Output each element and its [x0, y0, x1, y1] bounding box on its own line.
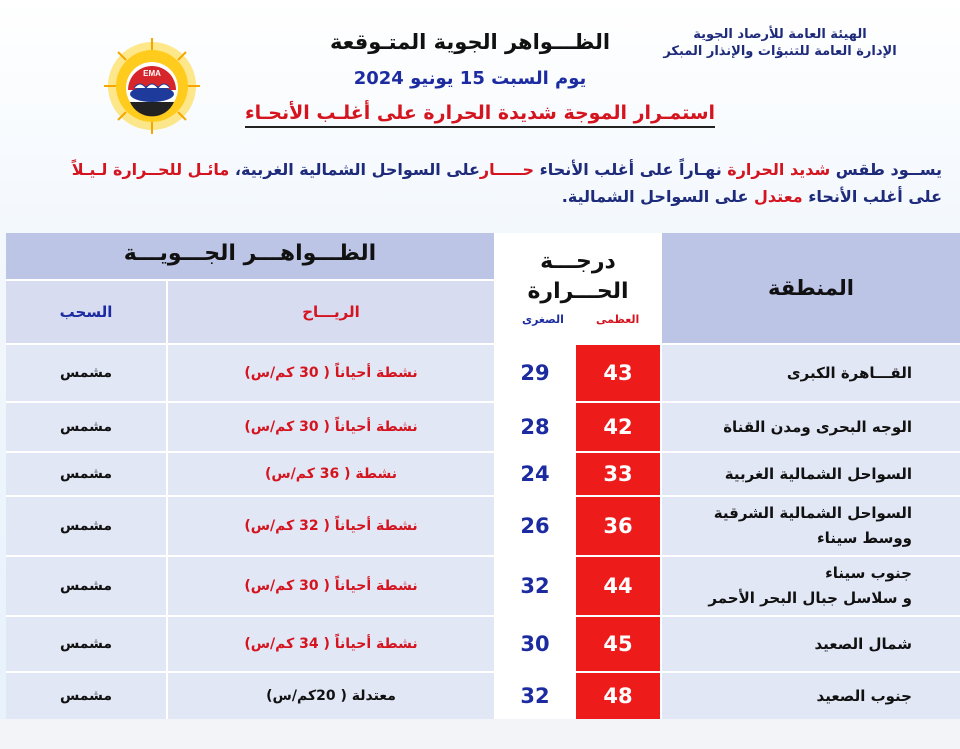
max-temp-cell: 44 — [576, 557, 660, 615]
min-temp-cell: 24 — [496, 453, 574, 495]
region-cell — [662, 403, 960, 451]
wind-cell: نشطة أحياناً ( 32 كم/س) — [168, 497, 494, 555]
page-title: الظـــواهر الجوية المتـوقعة — [329, 30, 611, 54]
subtitle-text: استمـرار الموجة شديدة الحرارة على أغلـب الأنحـاء — [245, 102, 715, 128]
forecast-subtitle — [230, 102, 730, 124]
ema-logo — [104, 38, 200, 134]
desc-highlight-2: حـــــار — [479, 160, 535, 179]
region-name: جنوب الصعيد — [816, 686, 912, 705]
desc-highlight-1: شديد الحرارة — [727, 160, 831, 179]
clouds-header: السحب — [6, 281, 166, 343]
wind-cell: نشطة أحياناً ( 34 كم/س) — [168, 617, 494, 671]
region-name: جنوب سيناء — [825, 564, 912, 582]
region-cell — [662, 557, 960, 615]
temperature-header-line-2: الحـــرارة — [527, 279, 629, 304]
desc-highlight-4: معتدل — [754, 187, 803, 206]
desc-part-4: على أغلب الأنحاء — [802, 187, 942, 206]
wind-cell: نشطة أحياناً ( 30 كم/س) — [168, 403, 494, 451]
region-name: السواحل الشمالية الشرقية — [713, 504, 912, 522]
wind-cell: نشطة أحياناً ( 30 كم/س) — [168, 557, 494, 615]
desc-part-5: على السواحل الشمالية. — [561, 187, 755, 206]
min-temp-cell: 28 — [496, 403, 574, 451]
table-row — [6, 497, 960, 555]
wind-cell: نشطة أحياناً ( 30 كم/س) — [168, 345, 494, 401]
clouds-cell: مشمس — [6, 453, 166, 495]
region-cell — [662, 617, 960, 671]
region-cell — [662, 345, 960, 401]
region-name-line-2: ووسط سيناء — [817, 529, 912, 547]
wind-cell: نشطة ( 36 كم/س) — [168, 453, 494, 495]
region-cell — [662, 453, 960, 495]
table-row — [6, 453, 960, 495]
max-temp-cell: 45 — [576, 617, 660, 671]
region-cell — [662, 497, 960, 555]
max-temp-cell: 36 — [576, 497, 660, 555]
region-cell — [662, 673, 960, 719]
temperature-header-title — [496, 247, 660, 307]
max-temp-cell: 48 — [576, 673, 660, 719]
region-name: شمال الصعيد — [814, 634, 912, 653]
min-temp-cell: 29 — [496, 345, 574, 401]
svg-text:EMA: EMA — [143, 69, 161, 78]
region-name-line-2: و سلاسل جبال البحر الأحمر — [708, 589, 912, 607]
desc-highlight-3: مائـل للحــرارة لـيـلاً — [71, 160, 230, 179]
min-temp-cell: 26 — [496, 497, 574, 555]
region-name: الوجه البحرى ومدن القناة — [723, 417, 912, 436]
header — [0, 0, 960, 230]
min-temp-cell: 30 — [496, 617, 574, 671]
table-row — [6, 673, 960, 719]
weather-phenomena-header: الظـــواهـــر الجـــويـــة — [6, 233, 494, 279]
clouds-cell: مشمس — [6, 403, 166, 451]
org-line-2: الإدارة العامة للتنبؤات والإنذار المبكر — [663, 44, 897, 59]
clouds-cell: مشمس — [6, 497, 166, 555]
desc-part-1: يســود طقس — [830, 160, 942, 179]
forecast-description — [22, 156, 942, 210]
min-temp-label: الصغرى — [522, 313, 564, 326]
max-temp-label: العظمى — [596, 313, 640, 326]
region-name: القـــاهرة الكبرى — [786, 363, 912, 382]
desc-part-2: نهـاراً على أغلب الأنحاء — [534, 160, 728, 179]
temperature-header — [496, 233, 660, 343]
min-temp-cell: 32 — [496, 673, 574, 719]
table-row — [6, 617, 960, 671]
table-row — [6, 345, 960, 401]
clouds-cell: مشمس — [6, 557, 166, 615]
wind-header: الريـــاح — [168, 281, 494, 343]
region-name: السواحل الشمالية الغربية — [724, 464, 912, 483]
max-temp-cell: 43 — [576, 345, 660, 401]
table-row — [6, 403, 960, 451]
desc-part-3: على السواحل الشمالية الغربية، — [229, 160, 480, 179]
forecast-table — [6, 233, 960, 719]
clouds-cell: مشمس — [6, 617, 166, 671]
forecast-date: يوم السبت 15 يونيو 2024 — [353, 68, 587, 89]
org-line-1: الهيئة العامة للأرصاد الجوية — [693, 27, 867, 42]
temperature-header-line-1: درجـــة — [540, 249, 616, 274]
table-row — [6, 557, 960, 615]
bottom-bar — [0, 719, 960, 749]
max-temp-cell: 33 — [576, 453, 660, 495]
clouds-cell: مشمس — [6, 345, 166, 401]
max-temp-cell: 42 — [576, 403, 660, 451]
region-header: المنطقة — [662, 233, 960, 343]
clouds-cell: مشمس — [6, 673, 166, 719]
wind-cell: معتدلة ( 20كم/س) — [168, 673, 494, 719]
min-temp-cell: 32 — [496, 557, 574, 615]
